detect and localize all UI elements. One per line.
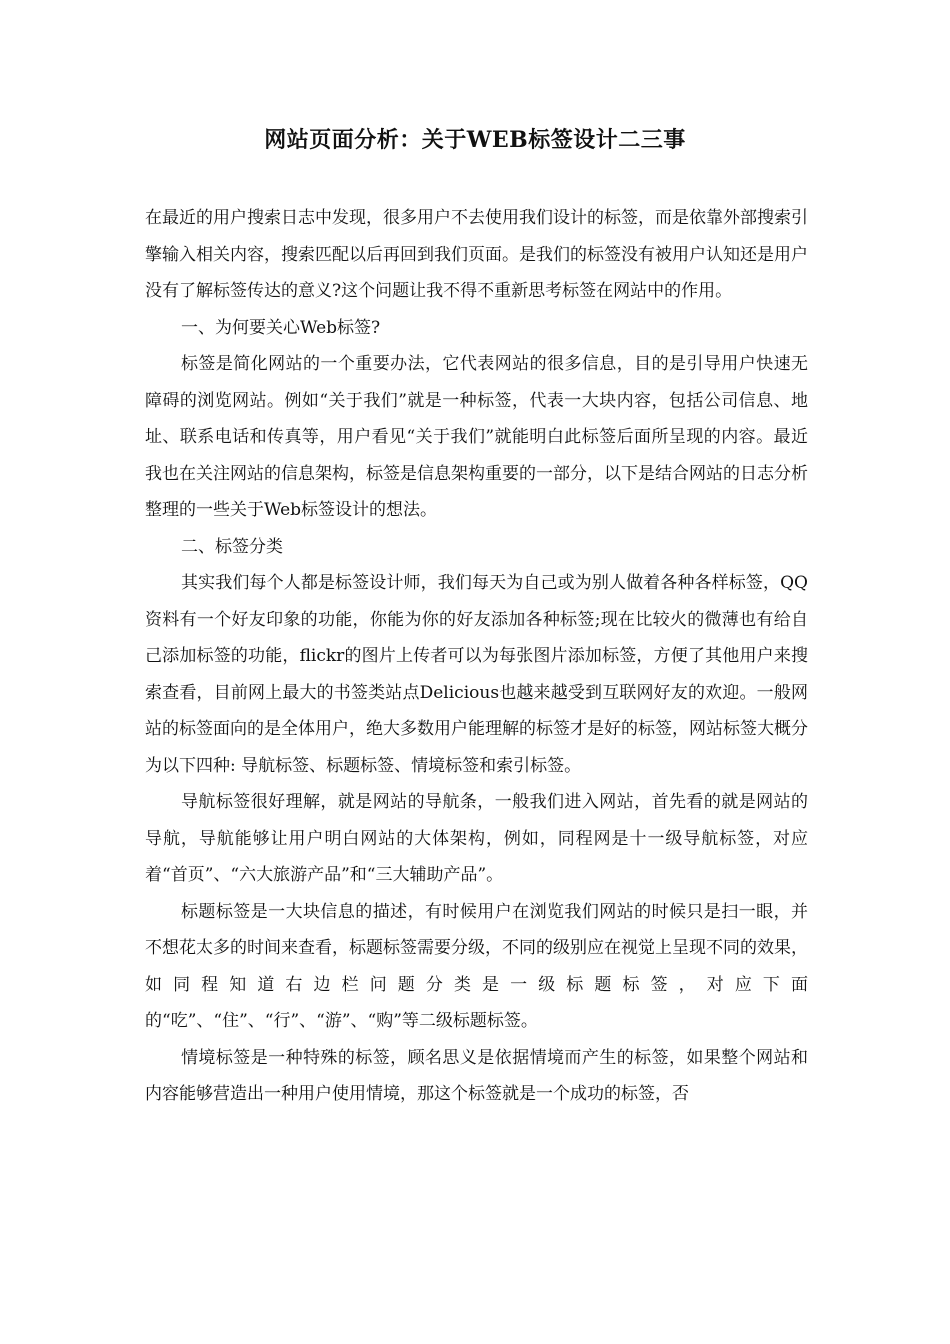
paragraph-tag-designers: 其实我们每个人都是标签设计师，我们每天为自己或为别人做着各种各样标签，QQ资料有一个好友印象的功能，你能为你的好友添加各种标签;现在比较火的微薄也有给自己添加标签的功能，flickr的图片上传者可以为每张图片添加标签，方便了其他用户来搜索查看，目前网上最大的书签类站点Delicious也越来越受到互联网好友的欢迎。一般网站的标签面向的是全体用户，绝大多数用户能理解的标签才是好的标签，网站标签大概分为以下四种: 导航标签、标题标签、情境标签和索引标签。 [145, 573, 808, 776]
section-heading-why-care: 一、为何要关心Web标签? [181, 317, 381, 338]
paragraph-tag-definition: 标签是简化网站的一个重要办法，它代表网站的很多信息，目的是引导用户快速无障碍的浏览网站。例如“关于我们”就是一种标签，代表一大块内容，包括公司信息、地址、联系电话和传真等，用户看见“关于我们”就能明白此标签后面所呈现的内容。最近我也在关注网站的信息架构，标签是信息架构重要的一部分，以下是结合网站的日志分析整理的一些关于Web标签设计的想法。 [145, 354, 808, 520]
paragraph-intro: 在最近的用户搜索日志中发现，很多用户不去使用我们设计的标签，而是依靠外部搜索引擎输入相关内容，搜索匹配以后再回到我们页面。是我们的标签没有被用户认知还是用户没有了解标签传达的意义?这个问题让我不得不重新思考标签在网站中的作用。 [145, 208, 808, 301]
paragraph-context-tags: 情境标签是一种特殊的标签，顾名思义是依据情境而产生的标签，如果整个网站和内容能够营造出一种用户使用情境，那这个标签就是一个成功的标签，否 [145, 1047, 808, 1104]
document-title: 网站页面分析：关于WEB标签设计二三事 [264, 127, 686, 153]
paragraph-title-tags: 标题标签是一大块信息的描述，有时候用户在浏览我们网站的时候只是扫一眼，并不想花太多的时间来查看，标题标签需要分级，不同的级别应在视觉上呈现不同的效果，如同程知道右边栏问题分类是一级标题标签，对应下面的“吃”、“住”、“行”、“游”、“购”等二级标题标签。 [145, 901, 808, 1031]
document-body [145, 200, 808, 1113]
section-heading-tag-types: 二、标签分类 [181, 536, 283, 557]
paragraph-navigation-tags: 导航标签很好理解，就是网站的导航条，一般我们进入网站，首先看的就是网站的导航，导航能够让用户明白网站的大体架构，例如，同程网是十一级导航标签，对应着“首页”、“六大旅游产品”和“三大辅助产品”。 [145, 792, 808, 885]
